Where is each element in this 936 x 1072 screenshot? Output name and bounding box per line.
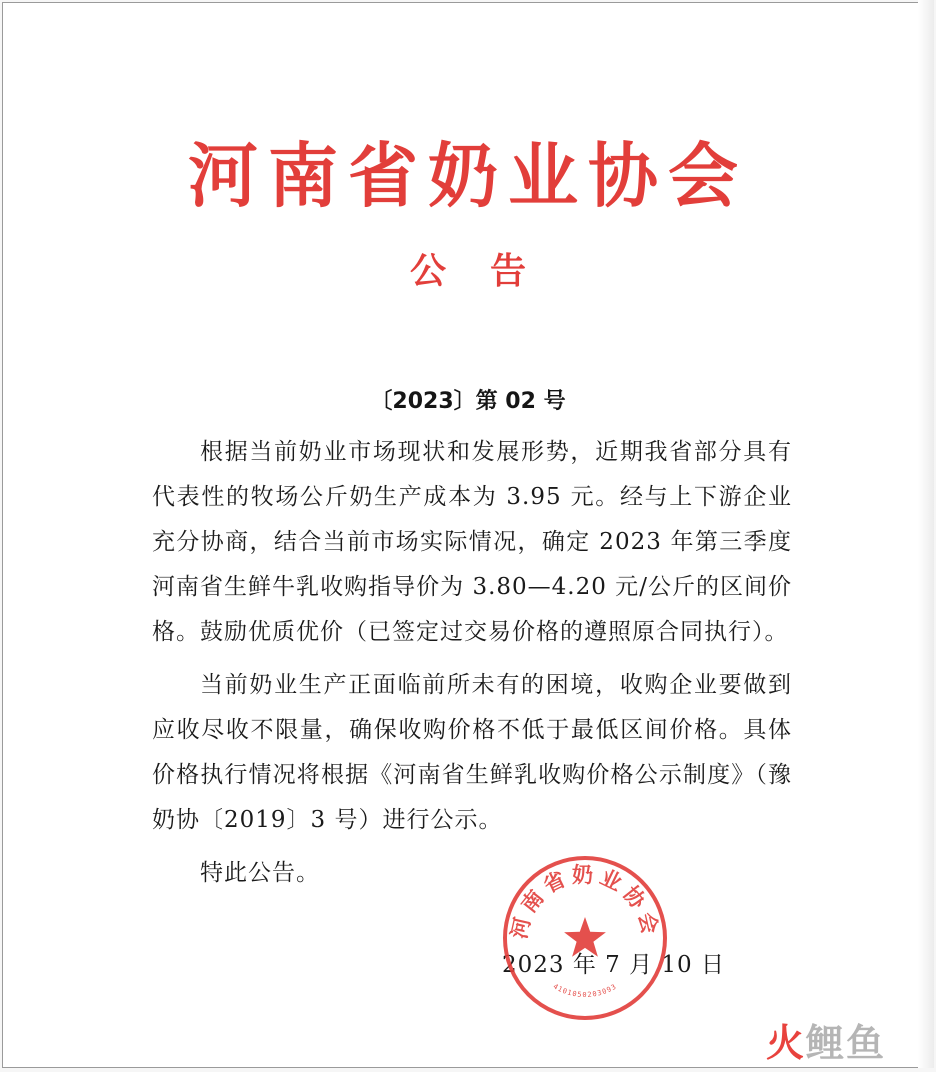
official-seal [502, 855, 668, 1021]
issue-date: 2023 年 7 月 10 日 [502, 952, 725, 978]
paragraph-closing: 特此公告。 [200, 860, 320, 886]
paragraph-price-guidance: 根据当前奶业市场现状和发展形势，近期我省部分具有代表性的牧场公斤奶生产成本为 3.95 元。经与上下游企业充分协商，结合当前市场实际情况，确定 2023 年第三季度河南省生鲜牛乳收购指导价为 3.80—4.20 元/公斤的区间价格。鼓励优质优价（已签定过交易价格的遵照原合同执行）。 [152, 439, 792, 645]
seal-star-icon [564, 917, 606, 957]
paragraph-purchase-requirement: 当前奶业生产正面临前所未有的困境，收购企业要做到应收尽收不限量，确保收购价格不低于最低区间价格。具体价格执行情况将根据《河南省生鲜乳收购价格公示制度》（豫奶协〔2019〕3 号）进行公示。 [152, 672, 792, 833]
watermark-logo [766, 1020, 886, 1066]
document-number: 〔2023〕第 02 号 [370, 389, 566, 414]
document-type: 公告 [409, 250, 570, 292]
seal-code: 4101050203093 [551, 982, 619, 999]
organization-title: 河南省奶业协会 [188, 134, 748, 217]
watermark-fire-text: 火 [766, 1021, 807, 1065]
watermark-rest-text: 鲤鱼 [806, 1021, 887, 1065]
seal-text: 河南省奶业协会 [506, 861, 664, 941]
